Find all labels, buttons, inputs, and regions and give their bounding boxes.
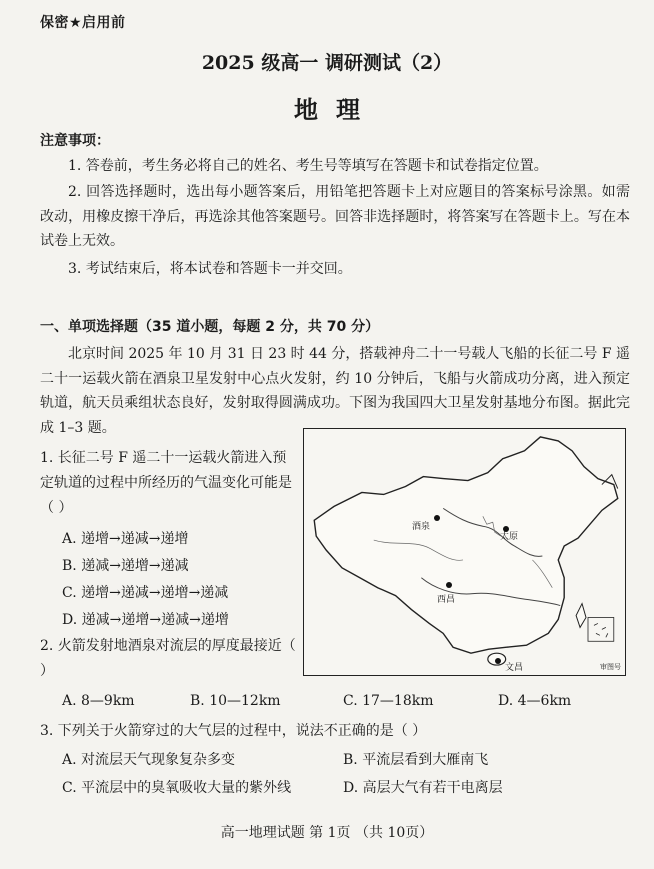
page-footer: 高一地理试题 第 1页 （共 10页）: [220, 825, 434, 841]
confidential-mark: 保密★启用前: [40, 15, 126, 31]
subject-title: 地理: [294, 95, 378, 124]
xichang-dot: [446, 582, 452, 588]
question-3-option-b: B. 平流层看到大雁南飞: [343, 752, 489, 768]
question-1-option-d: D. 递减→递增→递减→递增: [62, 612, 229, 628]
question-3-option-a: A. 对流层天气现象复杂多变: [62, 752, 236, 768]
wenchang-dot: [495, 658, 501, 664]
jiuquan-dot: [434, 515, 440, 521]
china-map-outline: [304, 429, 625, 675]
question-1-stem: 1. 长征二号 F 遥二十一运载火箭进入预定轨道的过程中所经历的气温变化可能是（ ）: [40, 450, 292, 516]
question-1-option-a: A. 递增→递减→递增: [62, 531, 189, 547]
question-2-option-b: B. 10—12km: [190, 693, 281, 709]
xichang-label: 西昌: [437, 595, 456, 605]
note-item-1: 1. 答卷前，考生务必将自己的姓名、考生号等填写在答题卡和试卷指定位置。: [68, 158, 548, 174]
taiyuan-label: 太原: [500, 532, 519, 542]
note-item-3: 3. 考试结束后，将本试卷和答题卡一并交回。: [68, 261, 352, 277]
question-1-option-c: C. 递增→递减→递增→递减: [62, 585, 229, 601]
question-3-option-c: C. 平流层中的臭氧吸收大量的紫外线: [62, 780, 292, 796]
question-3-option-d: D. 高层大气有若干电离层: [343, 780, 503, 796]
wenchang-label: 文昌: [505, 663, 524, 673]
jiuquan-label: 酒泉: [412, 522, 431, 532]
passage-intro: 北京时间 2025 年 10 月 31 日 23 时 44 分，搭载神舟二十一号载人飞船的长征二号 F 遥二十一运载火箭在酒泉卫星发射中心点火发射，约 10 分钟后，飞船与火箭成功分离，进入预定轨道，航天员乘组状态良好，发射取得圆满成功。下图为我国四大卫星发射基地分布图。据此完成 1–3 题。: [40, 346, 631, 436]
notes-heading: 注意事项：: [40, 133, 110, 149]
map-approval-tag: 审图号: [600, 663, 621, 671]
question-2-option-c: C. 17—18km: [343, 693, 434, 709]
launch-sites-map: [303, 428, 626, 676]
question-2-stem: 2. 火箭发射地酒泉对流层的厚度最接近（ ）: [40, 638, 296, 679]
section-heading: 一、单项选择题（35 道小题，每题 2 分，共 70 分）: [40, 319, 380, 335]
exam-title: 2025 级高一 调研测试（2）: [201, 52, 453, 74]
question-2-option-d: D. 4—6km: [498, 693, 572, 709]
question-1-option-b: B. 递减→递增→递减: [62, 558, 189, 574]
note-item-2: 2. 回答选择题时，选出每小题答案后，用铅笔把答题卡上对应题目的答案标号涂黑。如需改动，用橡皮擦干净后，再选涂其他答案题号。回答非选择题时，将答案写在答题卡上。写在本试卷上无效。: [40, 184, 630, 249]
question-2-option-a: A. 8—9km: [62, 693, 135, 709]
question-3-stem: 3. 下列关于火箭穿过的大气层的过程中，说法不正确的是（ ）: [40, 723, 427, 739]
